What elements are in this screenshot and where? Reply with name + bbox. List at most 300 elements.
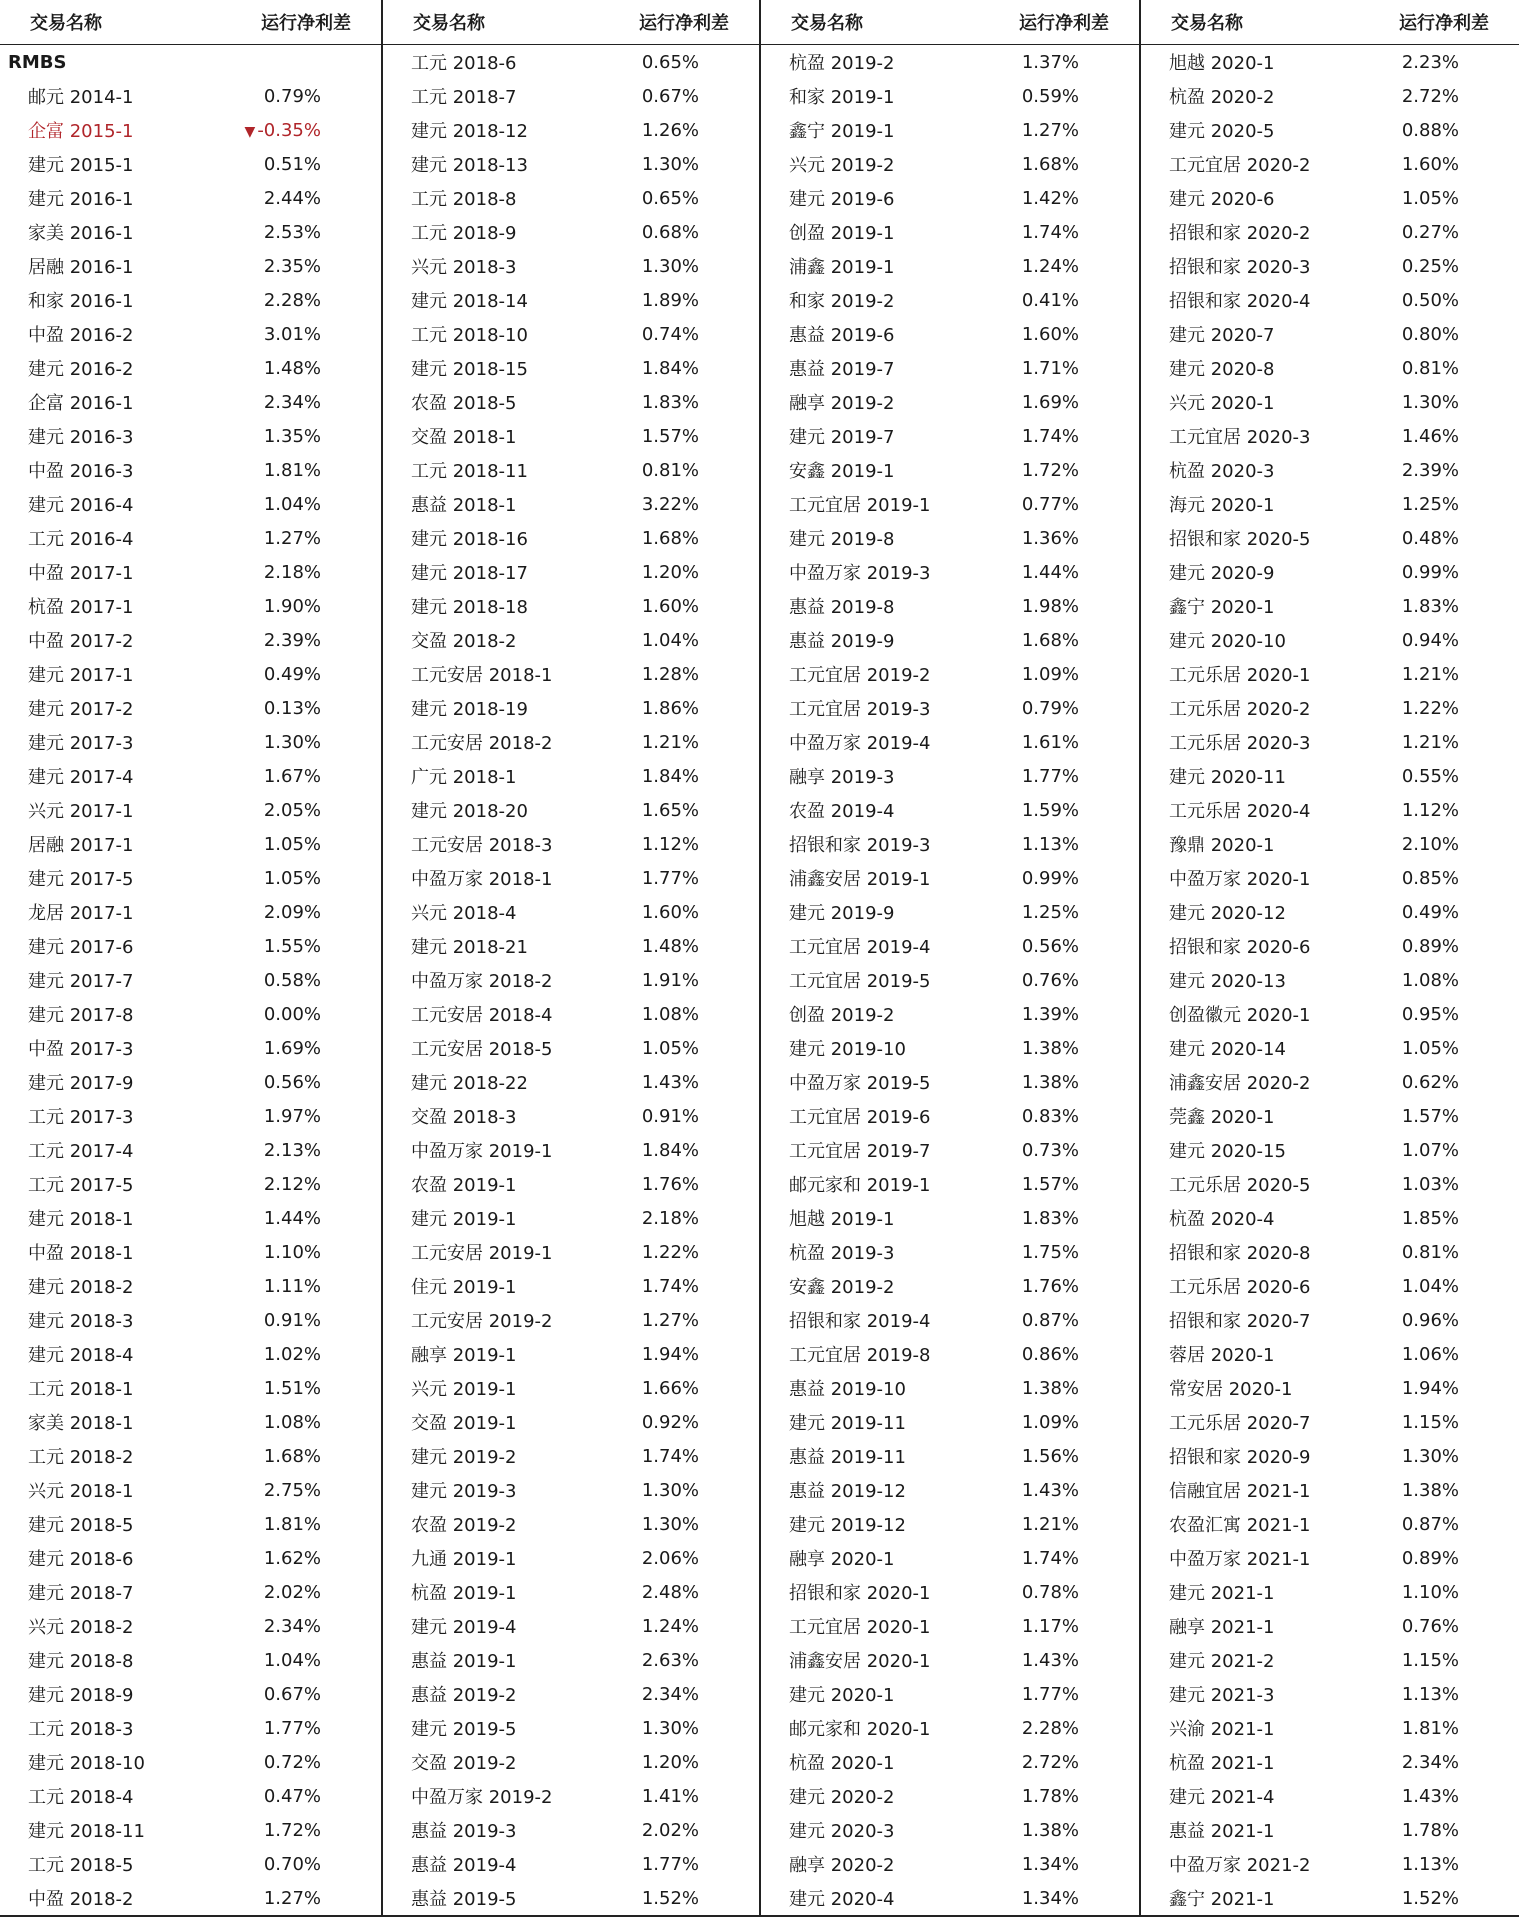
net-spread-cell: 1.77% xyxy=(1021,765,1079,787)
net-spread-cell: 1.81% xyxy=(263,459,321,481)
deal-name-cell: 莞鑫 2020-1 xyxy=(1140,1099,1360,1133)
net-spread-cell: 1.05% xyxy=(1401,1037,1459,1059)
net-spread-cell: 1.90% xyxy=(263,595,321,617)
header-name-cell: 交易名称 xyxy=(1140,0,1360,45)
section-label: RMBS xyxy=(8,51,67,73)
deal-name-cell: 杭盈 2019-1 xyxy=(382,1575,602,1609)
deal-name-cell: 惠益 2019-8 xyxy=(760,589,980,623)
net-spread-cell: 2.44% xyxy=(263,187,321,209)
net-spread-cell: 1.20% xyxy=(641,561,699,583)
table-row xyxy=(0,1609,1519,1643)
net-spread-cell: 1.34% xyxy=(1021,1853,1079,1875)
net-spread-cell: 1.74% xyxy=(641,1275,699,1297)
deal-name-cell: 建元 2020-6 xyxy=(1140,181,1360,215)
deal-name-cell: 惠益 2019-5 xyxy=(382,1881,602,1916)
net-spread-cell: 1.38% xyxy=(1021,1377,1079,1399)
table-row xyxy=(0,1439,1519,1473)
deal-name-cell: 建元 2018-12 xyxy=(382,113,602,147)
net-spread-cell: 1.69% xyxy=(263,1037,321,1059)
deal-name-cell: 居融 2016-1 xyxy=(28,257,134,278)
net-spread-cell: 1.21% xyxy=(641,731,699,753)
deal-name-cell: 交盈 2019-2 xyxy=(382,1745,602,1779)
deal-name-cell: 中盈 2018-2 xyxy=(0,1881,220,1916)
net-spread-cell: 1.67% xyxy=(263,765,321,787)
deal-name-cell: 杭盈 2020-3 xyxy=(1140,453,1360,487)
net-spread-cell: 1.22% xyxy=(641,1241,699,1263)
net-spread-cell: 0.81% xyxy=(1401,1241,1459,1263)
deal-name-cell: 工元乐居 2020-3 xyxy=(1140,725,1360,759)
net-spread-cell: 2.18% xyxy=(263,561,321,583)
deal-name-cell: 中盈 2016-2 xyxy=(28,325,134,346)
net-spread-cell: 2.05% xyxy=(263,799,321,821)
deal-name-cell: 建元 2018-8 xyxy=(28,1651,134,1672)
deal-name-cell: 豫鼎 2020-1 xyxy=(1140,827,1360,861)
table-row xyxy=(0,929,1519,963)
net-spread-cell: 0.65% xyxy=(641,51,699,73)
table-row xyxy=(0,997,1519,1031)
deal-name-cell: 中盈万家 2019-1 xyxy=(382,1133,602,1167)
deal-name-cell: 创盈徽元 2020-1 xyxy=(1140,997,1360,1031)
header-row xyxy=(0,0,1519,45)
net-spread-cell-negative xyxy=(220,113,382,147)
deal-name-cell: 居融 2017-1 xyxy=(28,835,134,856)
deal-name-cell: 融享 2021-1 xyxy=(1140,1609,1360,1643)
deal-name-cell: 融享 2019-1 xyxy=(382,1337,602,1371)
net-spread-cell: 1.97% xyxy=(263,1105,321,1127)
net-spread-cell: 1.21% xyxy=(1021,1513,1079,1535)
net-spread-cell: 0.49% xyxy=(1401,901,1459,923)
net-spread-cell: 0.67% xyxy=(263,1683,321,1705)
net-spread-cell: 1.78% xyxy=(1401,1819,1459,1841)
deal-name-cell: 建元 2017-6 xyxy=(28,937,134,958)
empty-cell xyxy=(220,45,382,80)
net-spread-cell: 1.21% xyxy=(1401,731,1459,753)
deal-name-cell: 建元 2018-20 xyxy=(382,793,602,827)
net-spread-cell: 2.34% xyxy=(263,391,321,413)
deal-name-cell: 兴元 2019-2 xyxy=(760,147,980,181)
net-spread-cell: 1.22% xyxy=(1401,697,1459,719)
net-spread-cell: 1.69% xyxy=(1021,391,1079,413)
deal-name-cell: 杭盈 2020-2 xyxy=(1140,79,1360,113)
deal-name-cell: 旭越 2020-1 xyxy=(1140,45,1360,80)
deal-name-cell: 建元 2020-10 xyxy=(1140,623,1360,657)
net-spread-cell: 1.83% xyxy=(641,391,699,413)
net-spread-cell: 0.87% xyxy=(1021,1309,1079,1331)
down-triangle-icon: ▼ xyxy=(244,123,256,140)
table-row xyxy=(0,45,1519,80)
deal-name-cell: 建元 2020-3 xyxy=(760,1813,980,1847)
deal-name-cell: 建元 2020-8 xyxy=(1140,351,1360,385)
deal-name-cell: 创盈 2019-2 xyxy=(760,997,980,1031)
net-spread-cell: 1.28% xyxy=(641,663,699,685)
deal-name-cell: 工元乐居 2020-1 xyxy=(1140,657,1360,691)
net-spread-cell: 1.26% xyxy=(641,119,699,141)
deal-name-cell: 中盈万家 2019-5 xyxy=(760,1065,980,1099)
deal-name-cell: 建元 2020-2 xyxy=(760,1779,980,1813)
deal-name-cell: 建元 2019-6 xyxy=(760,181,980,215)
deal-name-cell: 建元 2017-3 xyxy=(28,733,134,754)
deal-name-cell: 建元 2020-5 xyxy=(1140,113,1360,147)
deal-name-cell: 浦鑫安居 2019-1 xyxy=(760,861,980,895)
net-spread-cell: 1.05% xyxy=(263,833,321,855)
deal-name-cell: 农盈 2019-4 xyxy=(760,793,980,827)
net-spread-cell: 0.81% xyxy=(641,459,699,481)
deal-name-cell: 兴元 2018-2 xyxy=(28,1617,134,1638)
net-spread-cell: 1.17% xyxy=(1021,1615,1079,1637)
net-spread-cell: 0.13% xyxy=(263,697,321,719)
deal-name-cell: 惠益 2021-1 xyxy=(1140,1813,1360,1847)
deal-name-cell: 惠益 2019-6 xyxy=(760,317,980,351)
table-row xyxy=(0,147,1519,181)
net-spread-cell: 1.30% xyxy=(1401,1445,1459,1467)
net-spread-cell: 1.83% xyxy=(1021,1207,1079,1229)
net-spread-cell: 1.39% xyxy=(1021,1003,1079,1025)
net-spread-cell: 1.02% xyxy=(263,1343,321,1365)
net-spread-cell: 1.60% xyxy=(1021,323,1079,345)
deal-name-cell: 建元 2018-10 xyxy=(28,1753,145,1774)
deal-name-cell: 招银和家 2020-4 xyxy=(1140,283,1360,317)
net-spread-cell: 0.96% xyxy=(1401,1309,1459,1331)
net-spread-cell: 1.57% xyxy=(1021,1173,1079,1195)
net-spread-cell: 2.06% xyxy=(641,1547,699,1569)
net-spread-cell: 1.78% xyxy=(1021,1785,1079,1807)
net-spread-cell: 1.51% xyxy=(263,1377,321,1399)
deal-name-cell: 惠益 2019-3 xyxy=(382,1813,602,1847)
net-spread-cell: 1.52% xyxy=(1360,1881,1519,1916)
net-spread-cell: 2.28% xyxy=(1021,1717,1079,1739)
deal-name-cell: 融享 2019-2 xyxy=(760,385,980,419)
deal-name-cell: 工元乐居 2020-7 xyxy=(1140,1405,1360,1439)
net-spread-cell: 1.38% xyxy=(1401,1479,1459,1501)
deal-name-cell: 杭盈 2019-3 xyxy=(760,1235,980,1269)
deal-name-cell: 工元 2017-4 xyxy=(28,1141,134,1162)
net-spread-cell: 1.56% xyxy=(1021,1445,1079,1467)
header-value-cell: 运行净利差 xyxy=(1360,0,1519,45)
deal-name-cell: 建元 2019-8 xyxy=(760,521,980,555)
deal-name-cell: 杭盈 2021-1 xyxy=(1140,1745,1360,1779)
table-row xyxy=(0,113,1519,147)
header-name-cell: 交易名称 xyxy=(760,0,980,45)
net-spread-cell: 1.55% xyxy=(263,935,321,957)
table-row xyxy=(0,759,1519,793)
deal-name-cell: 中盈 2017-3 xyxy=(28,1039,134,1060)
net-spread-cell: 1.44% xyxy=(1021,561,1079,583)
net-spread-cell: 1.04% xyxy=(1401,1275,1459,1297)
deal-name-cell: 建元 2018-5 xyxy=(28,1515,134,1536)
deal-name-cell: 建元 2018-19 xyxy=(382,691,602,725)
net-spread-cell: 1.15% xyxy=(1401,1649,1459,1671)
net-spread-cell: 1.61% xyxy=(1021,731,1079,753)
net-spread-cell: 1.43% xyxy=(1021,1479,1079,1501)
table-row xyxy=(0,1473,1519,1507)
net-spread-cell: 1.74% xyxy=(1021,221,1079,243)
deal-name-cell: 招银和家 2020-5 xyxy=(1140,521,1360,555)
net-spread-cell: 1.21% xyxy=(1401,663,1459,685)
net-spread-cell: 1.30% xyxy=(641,1479,699,1501)
deal-name-cell: 企富 2015-1 xyxy=(28,121,134,142)
deal-name-cell: 浦鑫 2019-1 xyxy=(760,249,980,283)
deal-name-cell: 招银和家 2020-2 xyxy=(1140,215,1360,249)
net-spread-cell: 1.30% xyxy=(1401,391,1459,413)
deal-name-cell: 建元 2020-14 xyxy=(1140,1031,1360,1065)
net-spread-cell: 1.60% xyxy=(641,595,699,617)
net-spread-cell: 0.85% xyxy=(1401,867,1459,889)
net-spread-cell: 1.30% xyxy=(641,1717,699,1739)
table-row xyxy=(0,385,1519,419)
net-spread-cell: 2.34% xyxy=(641,1683,699,1705)
table-row xyxy=(0,1133,1519,1167)
deal-name-cell: 农盈汇寓 2021-1 xyxy=(1140,1507,1360,1541)
net-spread-cell: 1.04% xyxy=(641,629,699,651)
deal-name-cell: 建元 2019-11 xyxy=(760,1405,980,1439)
deal-name-cell: 工元宜居 2019-3 xyxy=(760,691,980,725)
deal-name-cell: 九通 2019-1 xyxy=(382,1541,602,1575)
deal-name-cell: 建元 2020-4 xyxy=(760,1881,980,1916)
table-row xyxy=(0,1065,1519,1099)
deal-name-cell: 招银和家 2019-4 xyxy=(760,1303,980,1337)
deal-name-cell: 建元 2018-9 xyxy=(28,1685,134,1706)
table-row xyxy=(0,1745,1519,1779)
net-spread-cell: 1.75% xyxy=(1021,1241,1079,1263)
deal-name-cell: 中盈万家 2018-1 xyxy=(382,861,602,895)
deal-name-cell: 兴元 2018-1 xyxy=(28,1481,134,1502)
net-spread-cell: 1.08% xyxy=(263,1411,321,1433)
net-spread-cell: 1.68% xyxy=(1021,629,1079,651)
net-spread-cell: 2.53% xyxy=(263,221,321,243)
deal-name-cell: 工元安居 2018-5 xyxy=(382,1031,602,1065)
net-spread-cell: 0.78% xyxy=(1021,1581,1079,1603)
deal-name-cell: 邮元家和 2019-1 xyxy=(760,1167,980,1201)
deal-name-cell: 建元 2019-12 xyxy=(760,1507,980,1541)
deal-name-cell: 浦鑫安居 2020-1 xyxy=(760,1643,980,1677)
deal-name-cell: 工元宜居 2019-5 xyxy=(760,963,980,997)
deal-name-cell: 融享 2020-1 xyxy=(760,1541,980,1575)
table-row xyxy=(0,1405,1519,1439)
deal-name-cell: 建元 2018-13 xyxy=(382,147,602,181)
deal-name-cell: 建元 2018-4 xyxy=(28,1345,134,1366)
net-spread-cell: 1.13% xyxy=(1401,1683,1459,1705)
deal-name-cell: 兴元 2020-1 xyxy=(1140,385,1360,419)
net-spread-cell: 1.98% xyxy=(1021,595,1079,617)
deal-name-cell: 工元宜居 2019-6 xyxy=(760,1099,980,1133)
table-row xyxy=(0,589,1519,623)
table-row xyxy=(0,1813,1519,1847)
deal-name-cell: 招银和家 2020-9 xyxy=(1140,1439,1360,1473)
table-row xyxy=(0,657,1519,691)
deal-name-cell: 龙居 2017-1 xyxy=(28,903,134,924)
deal-name-cell: 建元 2018-15 xyxy=(382,351,602,385)
table-row xyxy=(0,1031,1519,1065)
deal-name-cell: 浦鑫安居 2020-2 xyxy=(1140,1065,1360,1099)
net-spread-cell: 3.22% xyxy=(641,493,699,515)
net-spread-cell: 0.91% xyxy=(641,1105,699,1127)
net-spread-cell: 1.43% xyxy=(641,1071,699,1093)
net-spread-cell: 0.56% xyxy=(263,1071,321,1093)
net-spread-cell: 0.81% xyxy=(1401,357,1459,379)
deal-name-cell: 建元 2017-2 xyxy=(28,699,134,720)
net-spread-cell: 1.57% xyxy=(1401,1105,1459,1127)
net-spread-cell: 0.91% xyxy=(263,1309,321,1331)
deal-name-cell: 工元安居 2018-1 xyxy=(382,657,602,691)
net-spread-cell: 1.68% xyxy=(263,1445,321,1467)
deal-name-cell: 兴元 2019-1 xyxy=(382,1371,602,1405)
deal-name-cell: 建元 2020-7 xyxy=(1140,317,1360,351)
deal-name-cell: 建元 2016-2 xyxy=(28,359,134,380)
deal-name-cell: 交盈 2018-2 xyxy=(382,623,602,657)
deal-name-cell: 鑫宁 2020-1 xyxy=(1140,589,1360,623)
net-spread-cell: 1.43% xyxy=(1401,1785,1459,1807)
deal-name-cell: 建元 2020-9 xyxy=(1140,555,1360,589)
deal-name-cell: 中盈 2018-1 xyxy=(28,1243,134,1264)
net-spread-value: -0.35% xyxy=(257,119,321,141)
net-spread-cell: 0.59% xyxy=(1021,85,1079,107)
net-spread-cell: 1.30% xyxy=(641,255,699,277)
net-spread-cell: 2.13% xyxy=(263,1139,321,1161)
deal-name-cell: 招银和家 2019-3 xyxy=(760,827,980,861)
net-spread-cell: 1.94% xyxy=(641,1343,699,1365)
deal-name-cell: 工元安居 2018-3 xyxy=(382,827,602,861)
deal-name-cell: 招银和家 2020-3 xyxy=(1140,249,1360,283)
table-row xyxy=(0,1541,1519,1575)
deal-name-cell: 鑫宁 2019-1 xyxy=(760,113,980,147)
net-spread-cell: 0.73% xyxy=(1021,1139,1079,1161)
net-spread-cell: 1.84% xyxy=(641,765,699,787)
deal-name-cell: 工元 2018-7 xyxy=(382,79,602,113)
deal-name-cell: 工元宜居 2020-1 xyxy=(760,1609,980,1643)
deal-name-cell: 建元 2021-1 xyxy=(1140,1575,1360,1609)
net-spread-cell: 1.68% xyxy=(641,527,699,549)
deal-name-cell: 兴元 2017-1 xyxy=(28,801,134,822)
deal-name-cell: 建元 2018-21 xyxy=(382,929,602,963)
net-spread-cell: 1.60% xyxy=(641,901,699,923)
table-row xyxy=(0,283,1519,317)
deal-name-cell: 和家 2019-1 xyxy=(760,79,980,113)
deal-name-cell: 建元 2019-5 xyxy=(382,1711,602,1745)
deal-name-cell: 工元 2016-4 xyxy=(28,529,134,550)
deal-name-cell: 建元 2015-1 xyxy=(28,155,134,176)
net-spread-cell: 0.76% xyxy=(1401,1615,1459,1637)
table-row xyxy=(0,1303,1519,1337)
deal-name-cell: 建元 2018-14 xyxy=(382,283,602,317)
net-spread-cell: 2.10% xyxy=(1401,833,1459,855)
header-value-cell: 运行净利差 xyxy=(602,0,760,45)
net-spread-cell: 0.79% xyxy=(263,85,321,107)
net-spread-cell: 1.27% xyxy=(220,1881,382,1916)
deal-name-cell: 安鑫 2019-2 xyxy=(760,1269,980,1303)
net-spread-cell: 0.83% xyxy=(1021,1105,1079,1127)
net-spread-cell: 1.08% xyxy=(1401,969,1459,991)
net-spread-cell: 1.72% xyxy=(263,1819,321,1841)
deal-name-cell: 工元乐居 2020-4 xyxy=(1140,793,1360,827)
net-spread-cell: 1.57% xyxy=(641,425,699,447)
net-spread-cell: 1.10% xyxy=(263,1241,321,1263)
deal-name-cell: 中盈万家 2021-2 xyxy=(1140,1847,1360,1881)
deal-name-cell: 建元 2016-4 xyxy=(28,495,134,516)
deal-name-cell: 家美 2016-1 xyxy=(28,223,134,244)
net-spread-cell: 1.60% xyxy=(1401,153,1459,175)
net-spread-cell: 1.38% xyxy=(1021,1071,1079,1093)
net-spread-cell: 1.74% xyxy=(1021,1547,1079,1569)
deal-name-cell: 建元 2020-15 xyxy=(1140,1133,1360,1167)
deal-name-cell: 旭越 2019-1 xyxy=(760,1201,980,1235)
net-spread-cell: 1.05% xyxy=(641,1037,699,1059)
deal-name-cell: 惠益 2019-1 xyxy=(382,1643,602,1677)
net-spread-cell: 1.41% xyxy=(641,1785,699,1807)
net-spread-cell: 0.87% xyxy=(1401,1513,1459,1535)
deal-name-cell: 惠益 2019-4 xyxy=(382,1847,602,1881)
net-spread-cell: 3.01% xyxy=(263,323,321,345)
deal-name-cell: 惠益 2019-10 xyxy=(760,1371,980,1405)
net-spread-cell: 0.41% xyxy=(1021,289,1079,311)
deal-name-cell: 工元宜居 2019-4 xyxy=(760,929,980,963)
table-row xyxy=(0,861,1519,895)
net-spread-cell: 2.35% xyxy=(263,255,321,277)
net-spread-cell: 2.18% xyxy=(641,1207,699,1229)
net-spread-cell: 1.89% xyxy=(641,289,699,311)
table-row xyxy=(0,419,1519,453)
net-spread-cell: 0.80% xyxy=(1401,323,1459,345)
deal-name-cell: 建元 2017-8 xyxy=(28,1005,134,1026)
net-spread-cell: 0.95% xyxy=(1401,1003,1459,1025)
table-row xyxy=(0,1643,1519,1677)
net-spread-cell: 2.28% xyxy=(263,289,321,311)
table-row xyxy=(0,895,1519,929)
net-spread-cell: 0.74% xyxy=(641,323,699,345)
net-spread-cell: 1.74% xyxy=(1021,425,1079,447)
deal-name-cell: 建元 2019-3 xyxy=(382,1473,602,1507)
net-spread-cell: 0.48% xyxy=(1401,527,1459,549)
deal-name-cell: 建元 2020-1 xyxy=(760,1677,980,1711)
deal-name-cell: 建元 2018-16 xyxy=(382,521,602,555)
net-spread-cell: 2.72% xyxy=(1401,85,1459,107)
table-row xyxy=(0,1847,1519,1881)
net-spread-cell: 1.77% xyxy=(263,1717,321,1739)
deal-name-cell: 建元 2018-18 xyxy=(382,589,602,623)
deal-name-cell: 建元 2016-1 xyxy=(28,189,134,210)
deal-name-cell: 工元安居 2019-2 xyxy=(382,1303,602,1337)
deal-name-cell: 工元 2017-3 xyxy=(28,1107,134,1128)
net-spread-cell: 0.55% xyxy=(1401,765,1459,787)
deal-name-cell: 工元 2018-8 xyxy=(382,181,602,215)
deal-name-cell: 中盈万家 2019-2 xyxy=(382,1779,602,1813)
table-row xyxy=(0,1507,1519,1541)
net-spread-cell: 1.36% xyxy=(1021,527,1079,549)
net-spread-cell: 1.12% xyxy=(641,833,699,855)
deal-name-cell: 建元 2021-2 xyxy=(1140,1643,1360,1677)
net-spread-cell: 1.71% xyxy=(1021,357,1079,379)
deal-name-cell: 工元 2018-9 xyxy=(382,215,602,249)
header-value-cell: 运行净利差 xyxy=(220,0,382,45)
deal-name-cell: 建元 2018-3 xyxy=(28,1311,134,1332)
net-spread-cell: 2.34% xyxy=(1401,1751,1459,1773)
net-spread-cell: 1.48% xyxy=(641,935,699,957)
deal-name-cell: 工元 2017-5 xyxy=(28,1175,134,1196)
net-spread-cell: 1.94% xyxy=(1401,1377,1459,1399)
table-row xyxy=(0,691,1519,725)
net-spread-cell: 2.02% xyxy=(641,1819,699,1841)
net-spread-cell: 1.04% xyxy=(263,493,321,515)
net-spread-cell: 1.52% xyxy=(602,1881,760,1916)
deal-name-cell: 兴元 2018-4 xyxy=(382,895,602,929)
deal-name-cell: 中盈 2017-2 xyxy=(28,631,134,652)
net-spread-cell: 0.49% xyxy=(263,663,321,685)
net-spread-cell: 1.77% xyxy=(1021,1683,1079,1705)
deal-name-cell: 中盈万家 2021-1 xyxy=(1140,1541,1360,1575)
deal-name-cell: 农盈 2019-1 xyxy=(382,1167,602,1201)
net-spread-cell: 2.23% xyxy=(1401,51,1459,73)
deal-name-cell: 工元乐居 2020-6 xyxy=(1140,1269,1360,1303)
deal-name-cell: 招银和家 2020-8 xyxy=(1140,1235,1360,1269)
